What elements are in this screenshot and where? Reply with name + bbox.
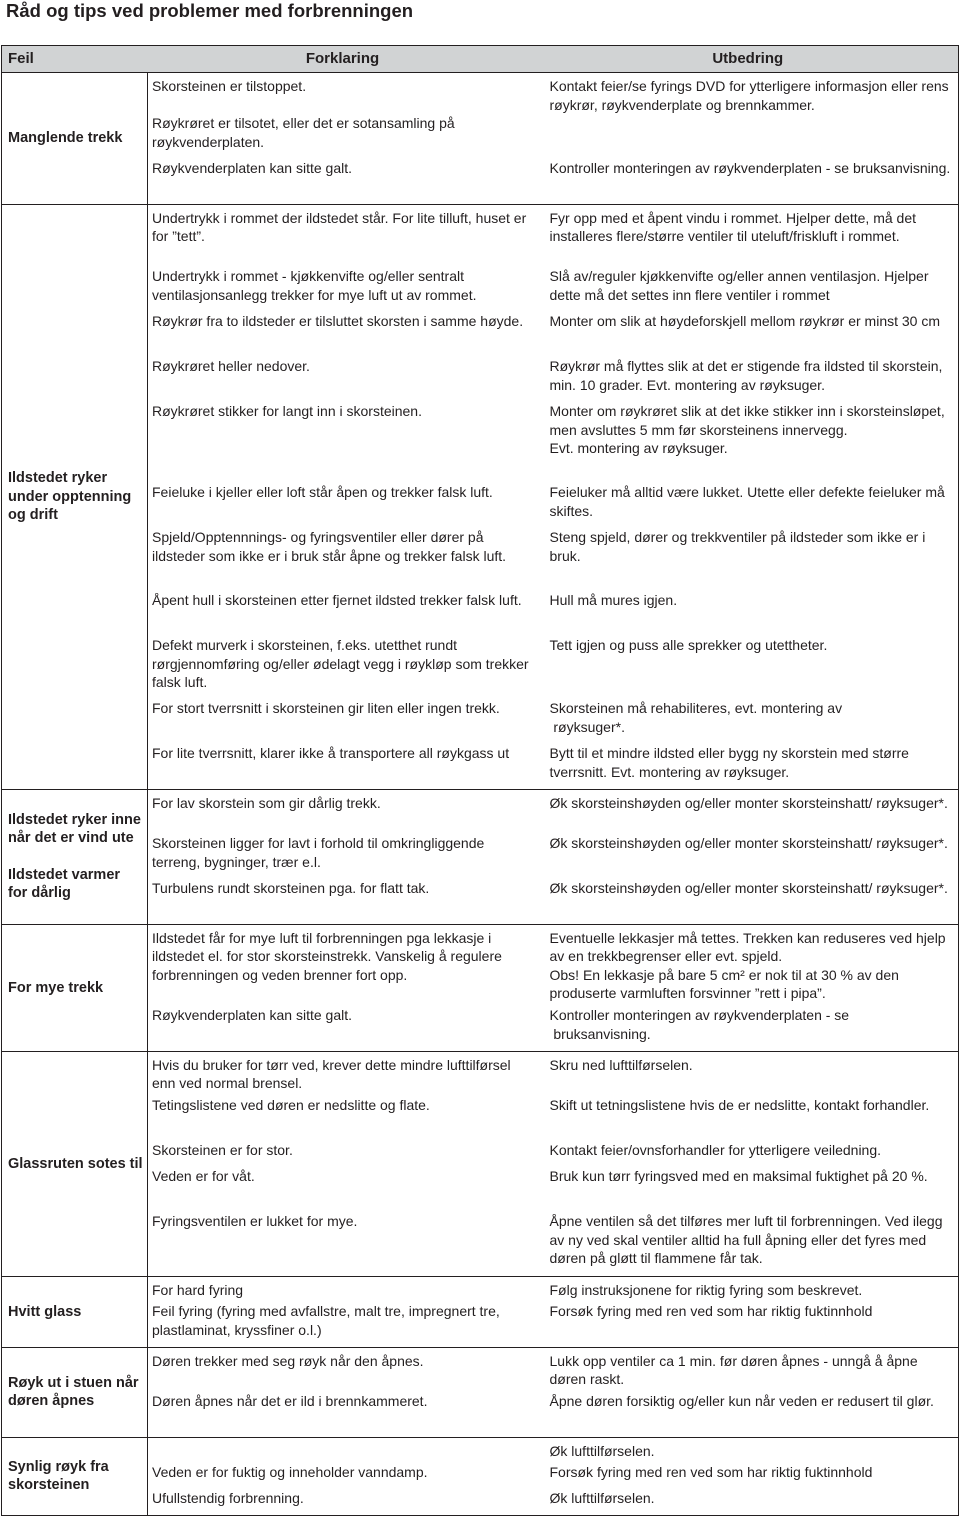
fault-cell [2,1437,148,1515]
fix-cell [538,879,959,924]
fix-cell [538,1437,959,1463]
fault-label: Ildstedet ryker under opptenning og drift [8,470,132,523]
cause-cell [148,1489,538,1515]
fix-cell [538,114,959,159]
cause-text: For lav skorstein som gir dårlig trekk. [152,794,381,811]
cause-text: Turbulens rundt skorsteinen pga. for flatt tak. [152,880,430,897]
troubleshooting-table [1,45,959,1516]
fix-cell [538,834,959,879]
fix-cell [538,357,959,402]
cause-cell [148,1167,538,1212]
cause-text: Røykrøret er tilsotet, eller det er sotansamling på røykvenderplaten. [152,115,459,150]
fix-cell [538,1302,959,1347]
fault-label: For mye trekk [8,979,104,996]
fault-cell [2,73,148,205]
fix-text: Lukk opp ventiler ca 1 min. før døren åpnes - unngå å åpne døren raskt. [549,1352,922,1388]
fix-text: Feieluker må alltid være lukket. Utette eller defekte feieluker må skiftes. [549,484,949,519]
cause-cell [148,267,538,312]
fix-cell [538,1212,959,1276]
fix-cell [538,73,959,115]
table-row [2,73,959,115]
fix-text: Eventuelle lekkasjer må tettes. Trekken kan reduseres ved hjelp av en trekkbegrenser eller evt. spjeld. Obs! En lekkasje på bare 5 cm² er nok til at 30 % av den produserte varmluften forsvinner ”rett i pipa”. [549,929,946,1002]
cause-cell [148,402,538,483]
cause-text: Røykrøret heller nedover. [152,358,310,375]
header-forklaring: Forklaring [148,46,538,73]
fault-cell [2,1347,148,1437]
cause-cell [148,1212,538,1276]
fix-text: Skorsteinen må rehabiliteres, evt. montering av røyksuger*. [549,700,843,735]
fix-cell [538,1463,959,1489]
cause-cell [148,1006,538,1051]
cause-cell [148,1096,538,1141]
fix-cell [538,789,959,834]
table-row [2,204,959,267]
table-row [2,924,959,1006]
cause-text: Hvis du bruker for tørr ved, krever dette mindre lufttilførsel enn ved normal brensel. [152,1056,515,1092]
cause-text: Røykrøret stikker for langt inn i skorsteinen. [152,403,422,420]
fault-label: Manglende trekk [8,130,123,147]
fault-label: Ildstedet varmer for dårlig [8,866,121,901]
fix-text: Steng spjeld, dører og trekkventiler på ildsteder som ikke er i bruk. [549,529,930,564]
fix-cell [538,1167,959,1212]
cause-text: Undertrykk i rommet - kjøkkenvifte og/eller sentralt ventilasjonsanlegg trekker for mye luft ut av rommet. [152,268,477,303]
cause-cell [148,312,538,357]
fix-cell [538,924,959,1006]
cause-cell [148,744,538,789]
fix-cell [538,636,959,699]
cause-text: For stort tverrsnitt i skorsteinen gir liten eller ingen trekk. [152,700,500,717]
fix-text: Øk skorsteinshøyden og/eller monter skorsteinshatt/ røyksuger*. [549,835,948,852]
cause-text: Veden er for våt. [152,1168,255,1185]
cause-text: For lite tverrsnitt, klarer ikke å transportere all røykgass ut [152,745,510,762]
cause-cell [148,357,538,402]
fix-text: Kontroller monteringen av røykvenderplaten - se bruksanvisning. [549,160,951,177]
fix-text: Forsøk fyring med ren ved som har riktig fuktinnhold [549,1303,873,1320]
table-row [2,1347,959,1392]
fix-text: Skru ned lufttilførselen. [549,1056,693,1073]
fault-label: Synlig røyk fra skorsteinen [8,1458,109,1494]
fix-cell [538,402,959,483]
fault-label: Ildstedet ryker inne når det er vind ute [8,812,141,847]
cause-cell [148,114,538,159]
cause-cell [148,1437,538,1463]
table-row [2,789,959,834]
fix-cell [538,528,959,591]
fix-cell [538,1051,959,1096]
fix-text: Monter om røykrøret slik at det ikke stikker inn i skorsteinsløpet, men avsluttes 5 mm før skorsteinens innervegg. Evt. montering av røyksuger. [549,403,945,457]
cause-cell [148,483,538,528]
fault-cell [2,924,148,1051]
fault-cell [2,1276,148,1347]
cause-cell [148,636,538,699]
fix-text: Følg instruksjonene for riktig fyring som beskrevet. [549,1281,863,1298]
cause-cell [148,879,538,924]
cause-cell [148,1347,538,1392]
fault-cell [2,1051,148,1276]
fix-text: Skift ut tetningslistene hvis de er nedslitte, kontakt forhandler. [549,1097,930,1114]
header-row [2,46,959,73]
cause-cell [148,1302,538,1347]
fix-text: Åpne ventilen så det tilføres mer luft til forbrenningen. Ved ilegg av ny ved skal ventiler alltid ha full åpning eller det fyres med døren på gløtt til flammene får tak. [549,1213,947,1267]
cause-text: Døren trekker med seg røyk når den åpnes. [152,1352,424,1369]
table-row [2,1437,959,1463]
cause-text: Skorsteinen er tilstoppet. [152,78,307,94]
cause-cell [148,1276,538,1302]
cause-cell [148,591,538,636]
fix-cell [538,591,959,636]
fault-label: Glassruten sotes til [8,1155,143,1172]
cause-text: Røykrør fra to ildsteder er tilsluttet skorsten i samme høyde. [152,313,524,330]
fix-cell [538,159,959,204]
cause-cell [148,73,538,115]
fix-text: Fyr opp med et åpent vindu i rommet. Hjelper dette, må det installeres flere/større ventiler til uteluft/friskluft i rommet. [549,209,920,245]
cause-cell [148,204,538,267]
fix-cell [538,744,959,789]
cause-text: Fyringsventilen er lukket for mye. [152,1213,358,1230]
cause-text: Røykvenderplaten kan sitte galt. [152,1007,352,1024]
cause-cell [148,924,538,1006]
fix-cell [538,1006,959,1051]
cause-cell [148,1463,538,1489]
fault-cell [2,789,148,924]
cause-cell [148,789,538,834]
fix-cell [538,483,959,528]
cause-cell [148,1392,538,1437]
cause-text: Defekt murverk i skorsteinen, f.eks. utetthet rundt rørgjennomføring og/eller ødelagt vegg i røykløp som trekker falsk luft. [152,637,533,691]
page-title: Råd og tips ved problemer med forbrenningen [6,0,414,21]
fix-cell [538,1276,959,1302]
cause-text: Døren åpnes når det er ild i brennkammeret. [152,1393,428,1410]
fix-text: Kontakt feier/ovnsforhandler for ytterligere veiledning. [549,1142,882,1159]
fix-text: Øk lufttilførselen. [549,1490,655,1507]
table-row [2,1276,959,1302]
cause-text: Undertrykk i rommet der ildstedet står. For lite tilluft, huset er for ”tett”. [152,209,531,245]
cause-cell [148,699,538,744]
cause-text: Tetingslistene ved døren er nedslitte og flate. [152,1097,430,1114]
table-row [2,1051,959,1096]
fix-text: Bytt til et mindre ildsted eller bygg ny skorstein med større tverrsnitt. Evt. montering av røyksuger. [549,745,913,780]
fix-cell [538,267,959,312]
fix-cell [538,1347,959,1392]
cause-text: Skorsteinen er for stor. [152,1142,293,1159]
fault-label: Røyk ut i stuen når døren åpnes [8,1374,139,1410]
cause-cell [148,834,538,879]
fix-cell [538,1392,959,1437]
fix-cell [538,1096,959,1141]
cause-cell [148,1141,538,1167]
fix-cell [538,699,959,744]
cause-cell [148,159,538,204]
cause-cell [148,528,538,591]
fix-text: Slå av/reguler kjøkkenvifte og/eller annen ventilasjon. Hjelper dette må det settes inn flere ventiler i rommet [549,268,933,303]
cause-text: Røykvenderplaten kan sitte galt. [152,160,352,177]
fix-cell [538,1489,959,1515]
fix-text: Øk skorsteinshøyden og/eller monter skorsteinshatt/ røyksuger*. [549,794,948,811]
fix-cell [538,312,959,357]
fix-text: Åpne døren forsiktig og/eller kun når veden er redusert til glør. [549,1393,934,1410]
header-feil: Feil [2,46,148,73]
fix-text: Øk lufttilførselen. [549,1442,655,1459]
cause-cell [148,1051,538,1096]
fix-text: Bruk kun tørr fyringsved med en maksimal fuktighet på 20 %. [549,1168,928,1185]
fix-text: Hull må mures igjen. [549,592,678,609]
cause-text: Ufullstendig forbrenning. [152,1490,304,1507]
cause-text: Åpent hull i skorsteinen etter fjernet ildsted trekker falsk luft. [152,592,522,609]
cause-text: Veden er for fuktig og inneholder vanndamp. [152,1464,428,1481]
fault-cell [2,204,148,789]
fix-cell [538,1141,959,1167]
cause-text: Feieluke i kjeller eller loft står åpen og trekker falsk luft. [152,484,493,501]
cause-text: Ildstedet får for mye luft til forbrenningen pga lekkasje i ildstedet el. for stor skorsteinstrekk. Vanskelig å regulere forbrenningen og veden brenner fort opp. [152,929,506,983]
fix-cell [538,204,959,267]
cause-text: Spjeld/Opptennnings- og fyringsventiler eller dører på ildsteder som ikke er i bruk står åpne og trekker falsk luft. [152,529,507,564]
fix-text: Røykrør må flyttes slik at det er stigende fra ildsted til skorstein, min. 10 grader. Evt. montering av røyksuger. [549,358,947,393]
cause-text: For hard fyring [152,1281,244,1298]
cause-text: Feil fyring (fyring med avfallstre, malt tre, impregnert tre, plastlaminat, kryssfiner o.l.) [152,1303,504,1338]
fix-text: Kontroller monteringen av røykvenderplaten - se bruksanvisning. [549,1007,850,1042]
fix-text: Kontakt feier/se fyrings DVD for ytterligere informasjon eller rens røykrør, røykvenderplate og brennkammer. [549,78,953,113]
fix-text: Øk skorsteinshøyden og/eller monter skorsteinshatt/ røyksuger*. [549,880,948,897]
fix-text: Monter om slik at høydeforskjell mellom røykrør er minst 30 cm [549,313,941,330]
fix-text: Forsøk fyring med ren ved som har riktig fuktinnhold [549,1464,873,1481]
fix-text: Tett igjen og puss alle sprekker og utettheter. [549,637,828,654]
header-utbedring: Utbedring [538,46,959,73]
cause-text: Skorsteinen ligger for lavt i forhold til omkringliggende terreng, bygninger, trær e.l. [152,835,489,870]
fault-label: Hvitt glass [8,1303,82,1320]
